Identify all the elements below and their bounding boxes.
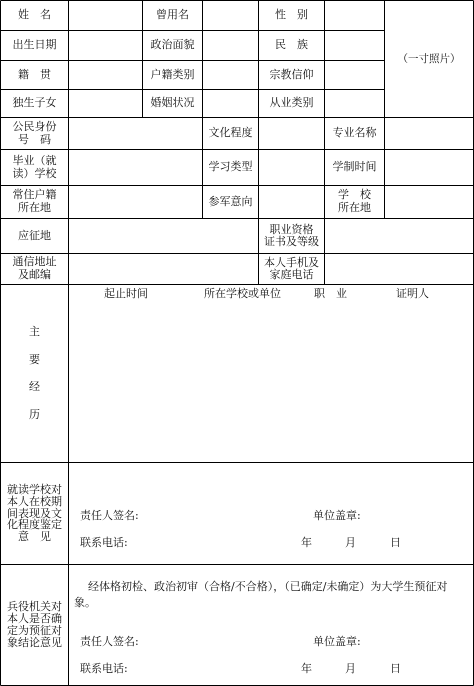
- experience-label: 主 要 经 历: [29, 325, 40, 421]
- native-place-label: 籍 贯: [18, 67, 51, 81]
- military-review-day-label: 日: [390, 662, 401, 675]
- ethnicity-label: 民 族: [275, 38, 308, 52]
- experience-period-header: 起止时间: [104, 287, 148, 300]
- birth-date-field[interactable]: [69, 31, 142, 60]
- military-review-label: 兵役机关对 本人是否确 定为预征对 象结论意见: [7, 600, 62, 649]
- birth-date-label: 出生日期: [12, 38, 57, 52]
- study-length-field[interactable]: [385, 150, 473, 185]
- conscription-place-label: 应征地: [18, 228, 51, 242]
- military-review-seal-label: 单位盖章:: [313, 635, 361, 648]
- school-label: 毕业（就 读）学校: [12, 153, 57, 180]
- political-status-label: 政治面貌: [150, 38, 195, 52]
- name-field[interactable]: [69, 1, 142, 30]
- address-label: 通信地址 及邮编: [12, 255, 57, 281]
- military-review-month-label: 月: [345, 662, 356, 675]
- military-review-signature-label: 责任人签名:: [80, 635, 139, 648]
- school-review-month-label: 月: [345, 536, 356, 549]
- school-location-field[interactable]: [385, 186, 473, 218]
- id-number-field[interactable]: [69, 118, 202, 149]
- school-review-label: 就读学校对 本人在校期 间表现及文 化程度鉴定 意 见: [7, 482, 62, 544]
- school-review-day-label: 日: [390, 536, 401, 549]
- ethnicity-field[interactable]: [325, 31, 384, 60]
- experience-witness-header: 证明人: [396, 287, 429, 300]
- former-name-label: 曾用名: [156, 8, 189, 22]
- id-number-label: 公民身份 号 码: [12, 119, 57, 146]
- education-level-field[interactable]: [259, 118, 324, 149]
- phone-label: 本人手机及 家庭电话: [264, 256, 319, 281]
- conscription-place-field[interactable]: [69, 219, 258, 253]
- former-name-field[interactable]: [203, 1, 258, 30]
- religion-label: 宗教信仰: [269, 67, 314, 81]
- political-status-field[interactable]: [203, 31, 258, 60]
- household-type-field[interactable]: [203, 61, 258, 89]
- enlist-intent-label: 参军意向: [208, 194, 253, 208]
- native-place-field[interactable]: [69, 61, 142, 89]
- school-review-seal-label: 单位盖章:: [313, 509, 361, 522]
- only-child-label: 独生子女: [12, 96, 57, 110]
- only-child-field[interactable]: [69, 90, 142, 117]
- study-type-label: 学习类型: [208, 160, 253, 174]
- major-label: 专业名称: [332, 126, 377, 140]
- name-label: 姓 名: [18, 8, 51, 22]
- household-type-label: 户籍类别: [150, 67, 195, 81]
- residence-field[interactable]: [69, 186, 202, 218]
- qualification-field[interactable]: [325, 219, 473, 253]
- experience-field[interactable]: [69, 302, 473, 462]
- marital-status-field[interactable]: [203, 90, 258, 117]
- residence-label: 常住户籍 所在地: [12, 188, 57, 214]
- military-review-statement: 经体格初检、政治初审（合格/不合格），（已确定/未确定）为大学生预征对象。: [74, 580, 448, 609]
- enlist-intent-field[interactable]: [259, 186, 324, 218]
- major-field[interactable]: [385, 118, 473, 149]
- school-review-contact-label: 联系电话:: [80, 536, 128, 549]
- religion-field[interactable]: [325, 61, 384, 89]
- photo-area: （一寸照片）: [397, 52, 461, 65]
- study-length-label: 学制时间: [332, 160, 377, 174]
- address-field[interactable]: [69, 254, 258, 284]
- gender-label: 性 别: [275, 8, 308, 22]
- experience-school-unit-header: 所在学校或单位: [204, 287, 281, 300]
- school-review-year-label: 年: [301, 536, 312, 549]
- school-review-signature-label: 责任人签名:: [80, 509, 139, 522]
- gender-field[interactable]: [325, 1, 384, 30]
- occupation-type-field[interactable]: [325, 90, 384, 117]
- qualification-label: 职业资格 证书及等级: [264, 223, 319, 248]
- study-type-field[interactable]: [259, 150, 324, 185]
- experience-position-header: 职 业: [314, 287, 347, 300]
- education-level-label: 文化程度: [208, 126, 253, 140]
- marital-status-label: 婚姻状况: [150, 96, 195, 110]
- school-location-label: 学 校 所在地: [338, 188, 371, 214]
- occupation-type-label: 从业类别: [269, 96, 314, 110]
- school-field[interactable]: [69, 150, 202, 185]
- military-review-year-label: 年: [301, 662, 312, 675]
- phone-field[interactable]: [325, 254, 473, 284]
- military-review-contact-label: 联系电话:: [80, 662, 128, 675]
